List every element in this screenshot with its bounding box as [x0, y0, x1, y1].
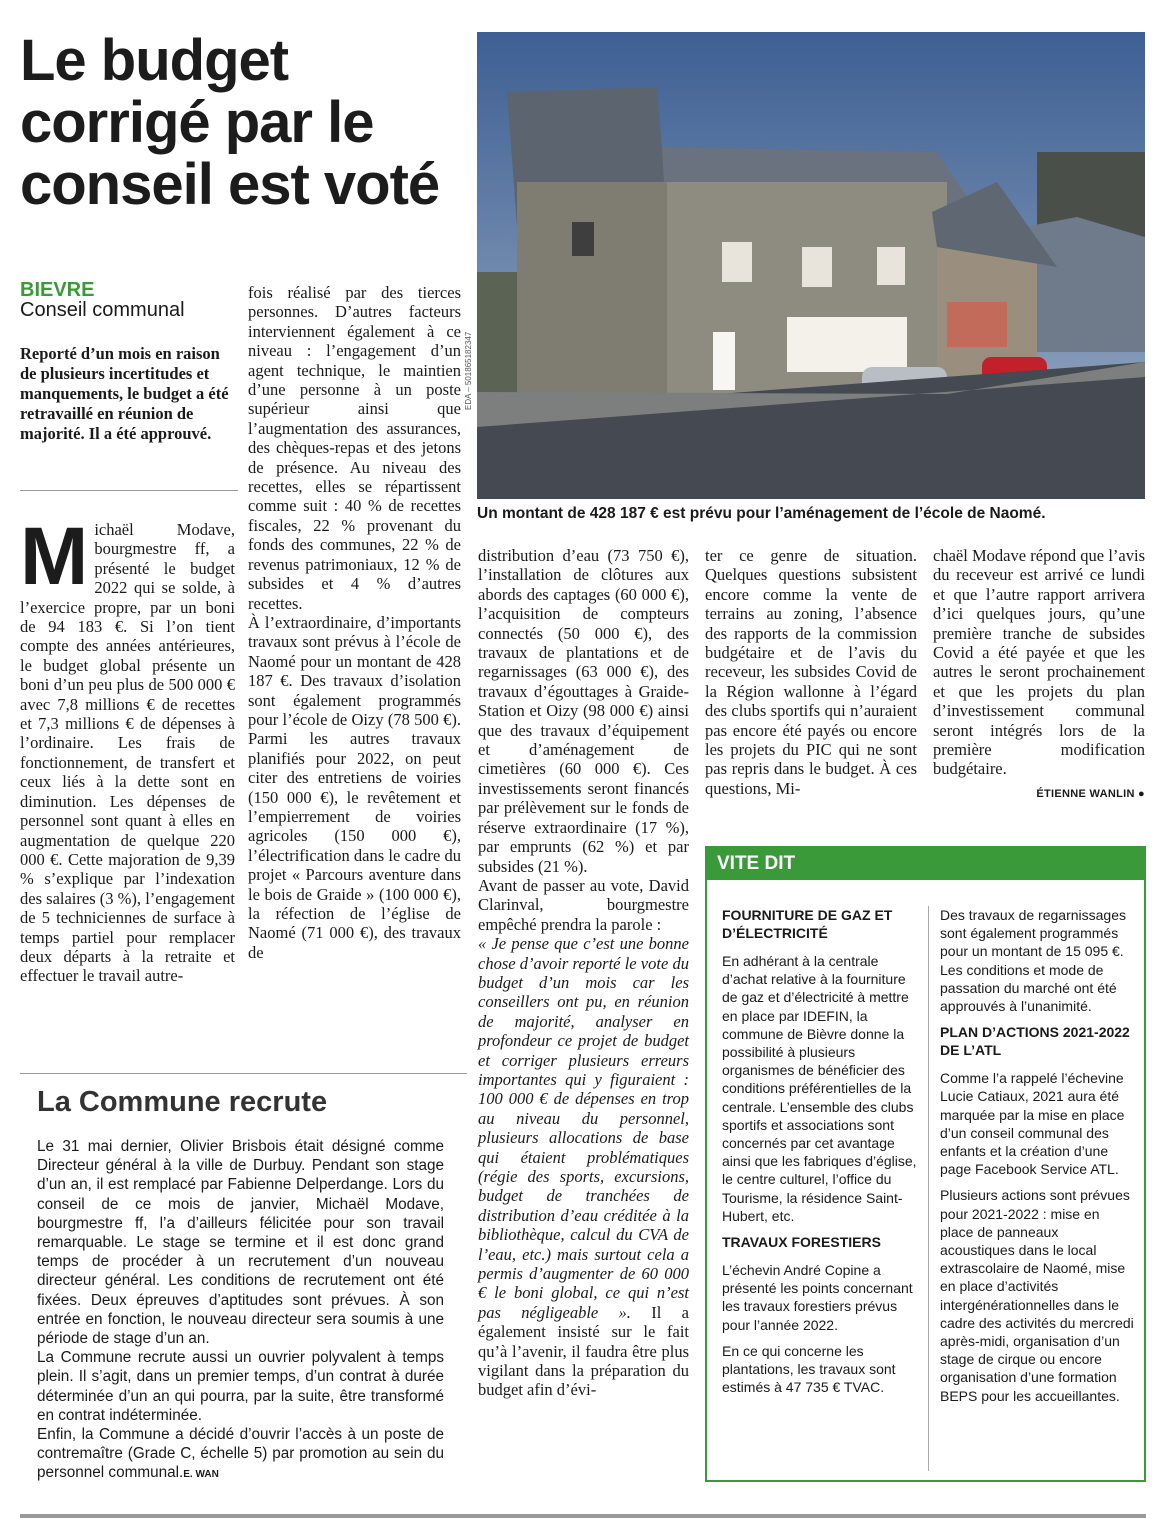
photo-caption: Un montant de 428 187 € est prévu pour l’aménagement de l’école de Naomé. — [477, 505, 1046, 522]
chapeau: Reporté d’un mois en raison de plusieurs incertitudes et manquements, le budget a été retravaillé en réunion de majorité. Il a été approuvé. — [20, 344, 229, 443]
subrubric: Conseil communal — [20, 299, 185, 321]
school-building-illustration — [477, 32, 1145, 499]
chapeau-divider — [20, 490, 238, 491]
recrute-title: La Commune recrute — [37, 1086, 328, 1118]
vite-dit-paragraph: Comme l’a rappelé l’échevine Lucie Catiaux, 2021 aura été marquée par la mise en place d’un conseil communal des enfants et la création d’une page Facebook Service ATL. — [940, 1070, 1125, 1178]
bottom-divider — [20, 1514, 1146, 1518]
vite-dit-column-2 — [940, 906, 1136, 1413]
article-paragraph: Avant de passer au vote, David Clarinval, bourgmestre empêché prendra la parole : — [478, 875, 689, 934]
byline — [933, 785, 1145, 804]
article-column-2 — [248, 283, 461, 962]
vite-dit-paragraph: En ce qui concerne les plantations, les travaux sont estimés à 47 735 € TVAC. — [722, 1342, 896, 1396]
recrute-signature: E. WAN — [183, 1469, 219, 1481]
headline: Le budget corrigé par le conseil est voté — [20, 28, 440, 217]
vite-dit-divider — [928, 906, 929, 1471]
article-paragraph: fois réalisé par des tierces personnes. D’autres facteurs interviennent également à ce niveau : l’engagement d’un agent technique, le maintien d’une personne à un poste supérieur ainsi que l’augmentation des assurances, des chèques-repas et des jetons de présence. Au niveau des recettes, elles se répartissent comme suit : 40 % de recettes fiscales, 22 % provenant du fonds des communes, 22 % de revenus patrimoniaux, 12 % de subsides et 4 % d’autres recettes. — [248, 283, 461, 613]
article-paragraph: ichaël Modave, bourgmestre ff, a présenté le budget 2022 qui se solde, à l’exercice propre, par un boni de 94 183 €. Si l’on tient compte des années antérieures, le budget global présente un boni d’un peu plus de 500 000 € avec 7,8 millions € de recettes et 7,3 millions € de dépenses à l’ordinaire. Les frais de fonctionnement, de transfert et ceux liés à la dette sont en diminution. Les dépenses de personnel sont quant à elles en augmentation de quelque 220 000 €. Cette majoration de 9,39 % s’explique par l’indexation des salaires (3 %), l’engagement de 5 techniciennes de surface à temps partiel pour remplacer deux départs à la retraite et effectuer le travail autre- — [20, 520, 235, 986]
recrute-paragraph — [37, 1425, 444, 1485]
article-photo — [477, 32, 1145, 499]
vite-dit-paragraph: En adhérant à la centrale d’achat relative à la fourniture de gaz et d’électricité à mettre en place par IDEFIN, la commune de Bièvre donne la possibilité à plusieurs organismes de bénéficier des conditions préférentielles de la centrale. L’ensemble des clubs sportifs et associations sont concernés par cet avantage ainsi que les fabriques d’église, le centre culturel, l’office du Tourisme, la résidence Saint-Hubert, etc. — [722, 953, 917, 1224]
rubric: BIEVRE — [20, 279, 95, 301]
vite-dit-heading: PLAN D’ACTIONS 2021-2022 DE L’ATL — [940, 1024, 1130, 1059]
article-paragraph: chaël Modave répond que l’avis du receveur est arrivé ce lundi et que l’autre rapport arrivera d’ici quelques jours, qu’une première tranche de subsides Covid a été payée et que les autres le seront prochainement et que les projets du plan d’investissement communal seront intégrés lors de la première modification budgétaire. — [933, 546, 1145, 779]
dropcap: M — [20, 511, 89, 602]
recrute-text — [37, 1137, 444, 1485]
photo-credit: EDA – 501865182347 — [464, 331, 473, 410]
article-paragraph: distribution d’eau (73 750 €), l’installation de clôtures aux abords des captages (60 000 €), l’acquisition de compteurs connectés (50 000 €), des travaux de plantations et de regarnissages (63 000 €), des travaux d’égouttages à Graide-Station et Oizy (98 000 €) ainsi que des travaux d’équipement et d’aménagement de cimetières (60 000 €). Ces investissements seront financés par prélèvement sur le fonds de réserve extraordinaire (17 %), par emprunts (62 %) et par subsides (21 %). — [478, 546, 689, 876]
vite-dit-heading: FOURNITURE DE GAZ ET D’ÉLECTRICITÉ — [722, 907, 893, 941]
author-name: ÉTIENNE WANLIN — [1036, 787, 1135, 800]
article-paragraph: À l’extraordinaire, d’importants travaux sont prévus à l’école de Naomé pour un montant de 428 187 €. Des travaux d’isolation sont également programmés pour l’école de Oizy (78 500 €). Parmi les autres travaux planifiés pour 2022, on peut citer des entretiens de voiries (150 000 €), le revêtement et l’empierrement de voiries agricoles (150 000 €), l’électrification dans le cadre du projet « Parcours aventure dans le bois de Graide » (100 000 €), la réfection de l’église de Naomé (71 000 €), des travaux de — [248, 612, 461, 962]
vite-dit-title: VITE DIT — [707, 848, 1144, 880]
article-column-5 — [933, 546, 1145, 804]
article-column-1 — [20, 511, 235, 986]
vite-dit-paragraph: Plusieurs actions sont prévues pour 2021-2022 : mise en place de panneaux acoustiques dans le local extrascolaire de Naomé, mise en place d’activités intergénérationnelles dans le cadre des activités du mercredi après-midi, organisation d’un stage de cirque ou encore organisation d’une formation BEPS pour les accueillantes. — [940, 1187, 1134, 1404]
quote: « Je pense que c’est une bonne chose d’avoir reporté le vote du budget d’un mois car les conseillers ont pu, en réunion de majorité, analyser en profondeur ce projet de budget et corriger plusieurs erreurs importantes qui y figuraient : 100 000 € de dépenses en trop au niveau du personnel, plusieurs allocations de base qui étaient problématiques (régie des sports, excursions, budget de tranchées de distribution d’eau créditée à la bibliothèque, calcul du CVA de l’eau, etc.) mais surtout cela a permis d’augmenter de 60 000 € le boni global, ce qui n’est pas négligeable ». — [478, 934, 689, 1322]
article-quote-paragraph — [478, 934, 689, 1400]
recrute-paragraph: La Commune recrute aussi un ouvrier polyvalent à temps plein. Il s’agit, dans un premier temps, d’un contrat à durée déterminée d’un an qui pourra, par la suite, être transformé en contrat indéterminée. — [37, 1349, 444, 1424]
vite-dit-box — [705, 846, 1146, 1482]
article-column-4 — [705, 546, 917, 798]
vite-dit-paragraph: L’échevin André Copine a présenté les points concernant les travaux forestiers prévus pour l’année 2022. — [722, 1262, 913, 1333]
vite-dit-heading: TRAVAUX FORESTIERS — [722, 1234, 881, 1251]
vite-dit-paragraph: Des travaux de regarnissages sont également programmés pour un montant de 15 095 €. Les conditions et mode de passation du marché ont été approuvés à l’unanimité. — [940, 907, 1126, 1015]
article-paragraph: ter ce genre de situation. Quelques questions subsistent encore comme la vente de terrains au zoning, l’absence des rapports de la commission budgétaire et de l’avis du receveur, les subsides Covid de la Région wallonne à l’égard des clubs sportifs qui n’auraient pas encore été payés ou encore les projets du PIC qui ne sont pas repris dans le budget. À ces questions, Mi- — [705, 546, 917, 798]
recrute-text-line: Enfin, la Commune a décidé d’ouvrir l’accès à un poste de contremaître (Grade C, échelle 5) par promotion au sein du personnel communal. — [37, 1426, 444, 1482]
recrute-divider — [20, 1073, 467, 1074]
article-text: Il a également insisté sur le fait qu’à l’avenir, il faudra être plus vigilant dans la préparation du budget afin d’évi- — [478, 1302, 689, 1400]
user-icon: ● — [1138, 787, 1145, 800]
article-column-3 — [478, 546, 689, 1400]
recrute-paragraph: Le 31 mai dernier, Olivier Brisbois était désigné comme Directeur général à la ville de Durbuy. Pendant son stage d’un an, il est remplacé par Fabienne Delperdange. Lors du conseil de ce mois de janvier, Michaël Modave, bourgmestre ff, l’a d’ailleurs félicitée pour son travail remarquable. Le stage se termine et il est donc grand temps de procéder à un recrutement d’un nouveau directeur général. Les conditions de recrutement ont été fixées. Deux épreuves d’aptitudes sont prévues. À son entrée en fonction, le nouveau directeur sera soumis à une période de stage d’un an. — [37, 1138, 444, 1348]
vite-dit-column-1 — [722, 906, 917, 1404]
